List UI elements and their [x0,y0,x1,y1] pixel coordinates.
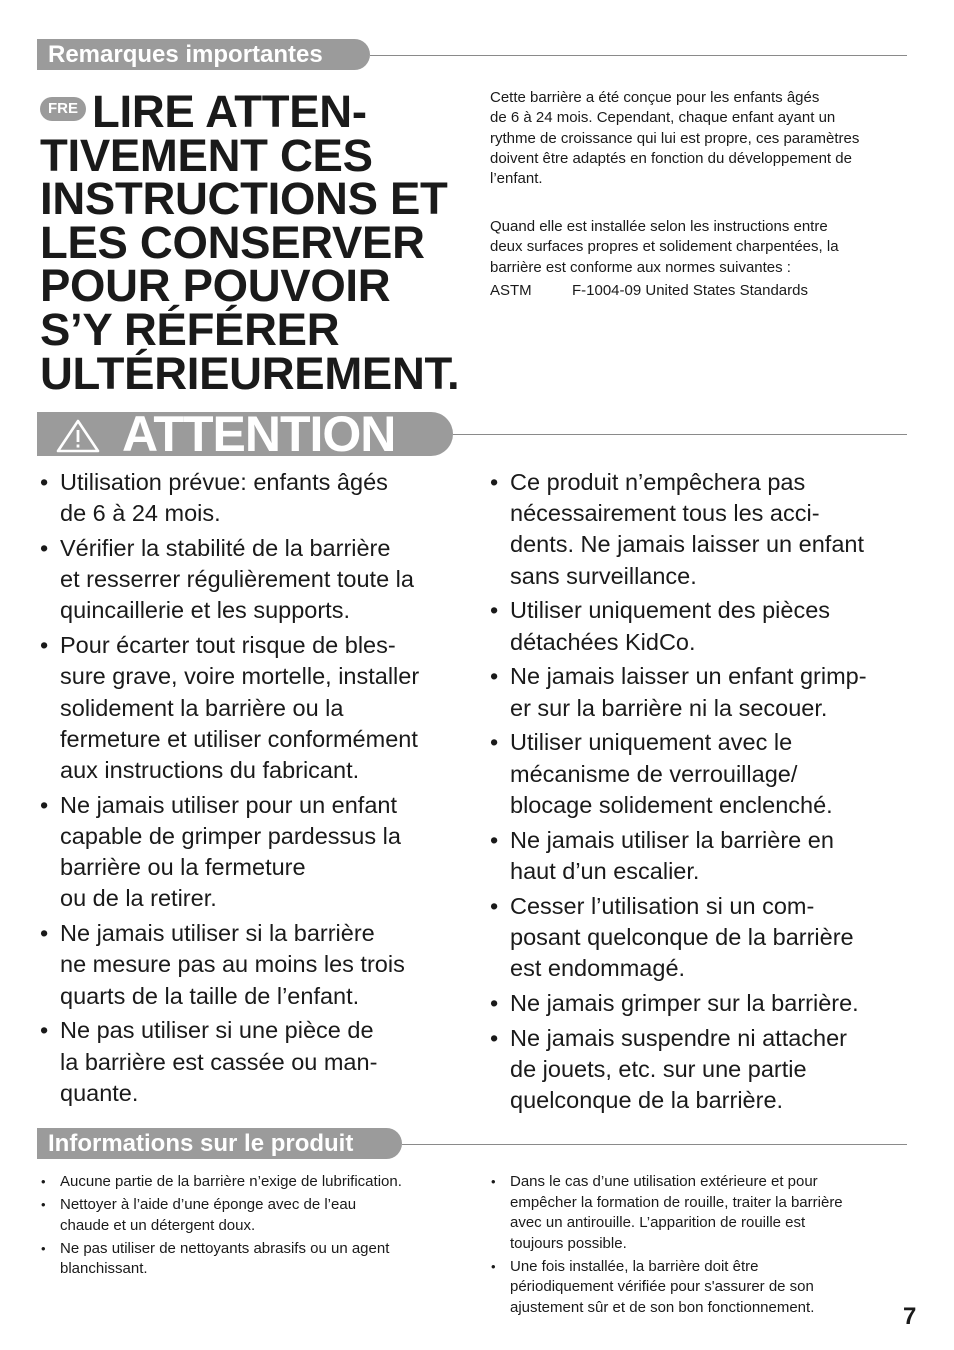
list-item-line: toujours possible. [510,1234,627,1252]
title-line-3: INSTRUCTIONS ET [40,173,448,225]
title-line-2: TIVEMENT CES [40,129,373,181]
list-item [40,790,470,915]
list-item-line: Ne jamais utiliser si la barrière [60,920,375,947]
list-item [490,825,930,887]
list-item-line: quincaillerie et les supports. [60,597,350,624]
section-header-remarques: Remarques importantes [37,39,370,70]
section-rule-remarques [370,55,907,56]
list-item-line: Aucune partie de la barrière n’exige de lubrification. [60,1173,402,1190]
bullet: • [490,469,499,495]
title-line-6: S’Y RÉFÉRER [40,303,340,355]
title-line-7: ULTÉRIEUREMENT. [40,347,460,399]
list-item-line: Ce produit n’empêchera pas [510,469,806,495]
list-item [490,1023,930,1117]
section-rule-informations [402,1144,907,1145]
intro-line: Cette barrière a été conçue pour les enfants âgés [490,89,820,106]
list-item [40,630,470,786]
info-list-right [490,1172,920,1321]
section-rule-attention [453,434,907,435]
intro-paragraph-standards [490,217,920,278]
intro-line: barrière est conforme aux normes suivantes : [490,258,791,276]
list-item-line: dents. Ne jamais laisser un enfant [510,531,864,558]
page-number: 7 [903,1303,917,1330]
list-item-line: ou de la retirer. [60,885,217,912]
bullet: • [40,791,49,818]
bullet: • [490,826,499,853]
language-badge: FRE [40,97,86,121]
list-item-line: Ne jamais utiliser la barrière en [510,826,834,853]
list-item-line: Ne jamais suspendre ni attacher [510,1024,848,1051]
list-item-line: Ne pas utiliser de nettoyants abrasifs ou un agent [60,1239,390,1257]
list-item-line: Utiliser uniquement des pièces [510,597,831,624]
list-item [490,467,930,592]
warnings-list-left [40,467,470,1113]
bullet: • [41,1197,46,1212]
list-item-line: empêcher la formation de rouille, traiter la barrière [510,1193,843,1211]
intro-line: de 6 à 24 mois. Cependant, chaque enfant ayant un [490,109,836,127]
list-item-line: Ne pas utiliser si une pièce de [60,1017,374,1044]
intro-line: Quand elle est installée selon les instructions entre [490,218,828,235]
bullet: • [490,729,499,756]
section-header-informations: Informations sur le produit [37,1128,402,1159]
list-item-line: sans surveillance. [510,562,697,589]
title-line-4: LES CONSERVER [40,216,425,268]
list-item-line: chaude et un détergent doux. [60,1216,256,1234]
bullet: • [41,1240,46,1256]
intro-paragraph-age [490,88,920,189]
intro-line: l’enfant. [490,170,543,188]
list-item [40,1195,470,1236]
list-item-line: de jouets, etc. sur une partie [510,1055,807,1082]
page-title [40,86,480,399]
list-item-line: quarts de la taille de l’enfant. [60,982,360,1009]
bullet: • [490,989,499,1016]
bullet: • [40,632,49,659]
bullet: • [40,535,49,561]
list-item-line: détachées KidCo. [510,628,696,655]
bullet: • [40,469,49,495]
warning-triangle-icon [56,419,100,453]
list-item-line: sure grave, voire mortelle, installer [60,663,420,690]
list-item [490,595,930,657]
list-item-line: et resserrer régulièrement toute la [60,566,414,593]
list-item-line: périodiquement vérifiée pour s'assurer de son [510,1278,814,1295]
intro-line: rythme de croissance qui lui est propre, ces paramètres [490,129,860,147]
list-item-line: Utiliser uniquement avec le [510,729,793,756]
list-item-line: Ne jamais laisser un enfant grimp- [510,663,867,690]
list-item [490,988,930,1019]
bullet: • [491,1174,496,1189]
list-item-line: Ne jamais utiliser pour un enfant [60,791,398,818]
list-item [40,533,470,627]
list-item [40,1015,470,1109]
standard-label: ASTM [490,282,532,299]
title-line-1: FRE LIRE ATTEN- [40,90,480,134]
list-item-line: avec un antirouille. L’apparition de rouille est [510,1214,806,1231]
list-item-line: quante. [60,1079,139,1106]
list-item-line: blocage solidement enclenché. [510,791,833,818]
list-item-line: quelconque de la barrière. [510,1087,784,1114]
list-item-line: est endommagé. [510,955,686,982]
intro-line: doivent être adaptés en fonction du développement de [490,149,852,167]
list-item-line: Cesser l’utilisation si un com- [510,892,815,919]
list-item [40,467,470,529]
list-item-line: nécessairement tous les acci- [510,500,820,527]
title-line-5: POUR POUVOIR [40,260,391,312]
list-item-line: mécanisme de verrouillage/ [510,760,798,787]
list-item [490,661,930,723]
bullet: • [41,1174,46,1189]
section-header-attention: ATTENTION [37,412,453,456]
list-item [490,727,930,821]
bullet: • [40,1017,49,1044]
standard-value: F-1004-09 United States Standards [572,282,808,299]
list-item-line: haut d’un escalier. [510,857,700,884]
bullet: • [490,597,499,624]
list-item-line: solidement la barrière ou la [60,694,344,721]
list-item-line: Utilisation prévue: enfants âgés [60,469,388,495]
list-item-line: ne mesure pas au moins les trois [60,951,405,978]
list-item [490,891,930,985]
standard-row [490,281,808,301]
list-item-line: Une fois installée, la barrière doit être [510,1257,759,1275]
list-item [40,918,470,1012]
list-item [490,1257,920,1319]
intro-line: deux surfaces propres et solidement charpentées, la [490,238,839,256]
list-item-line: Nettoyer à l’aide d’une éponge avec de l’eau [60,1196,357,1213]
list-item-line: aux instructions du fabricant. [60,757,360,784]
warnings-list-right [490,467,930,1120]
bullet: • [491,1258,496,1274]
list-item-line: posant quelconque de la barrière [510,923,854,950]
list-item-line: la barrière est cassée ou man- [60,1048,378,1075]
bullet: • [490,1024,499,1051]
list-item [40,1239,470,1280]
list-item [490,1172,920,1254]
list-item-line: er sur la barrière ni la secouer. [510,694,828,721]
list-item-line: Vérifier la stabilité de la barrière [60,535,391,561]
list-item-line: fermeture et utiliser conformément [60,725,418,752]
list-item [40,1172,470,1193]
list-item-line: Pour écarter tout risque de bles- [60,632,396,659]
list-item-line: Ne jamais grimper sur la barrière. [510,989,859,1016]
info-list-left [40,1172,470,1282]
list-item-line: Dans le cas d’une utilisation extérieure et pour [510,1173,818,1190]
list-item-line: blanchissant. [60,1260,148,1277]
bullet: • [40,920,49,947]
list-item-line: barrière ou la fermeture [60,854,306,881]
bullet: • [490,663,499,690]
list-item-line: ajustement sûr et de son bon fonctionnement. [510,1298,815,1316]
list-item-line: capable de grimper pardessus la [60,823,401,850]
bullet: • [490,892,499,919]
list-item-line: de 6 à 24 mois. [60,500,221,527]
